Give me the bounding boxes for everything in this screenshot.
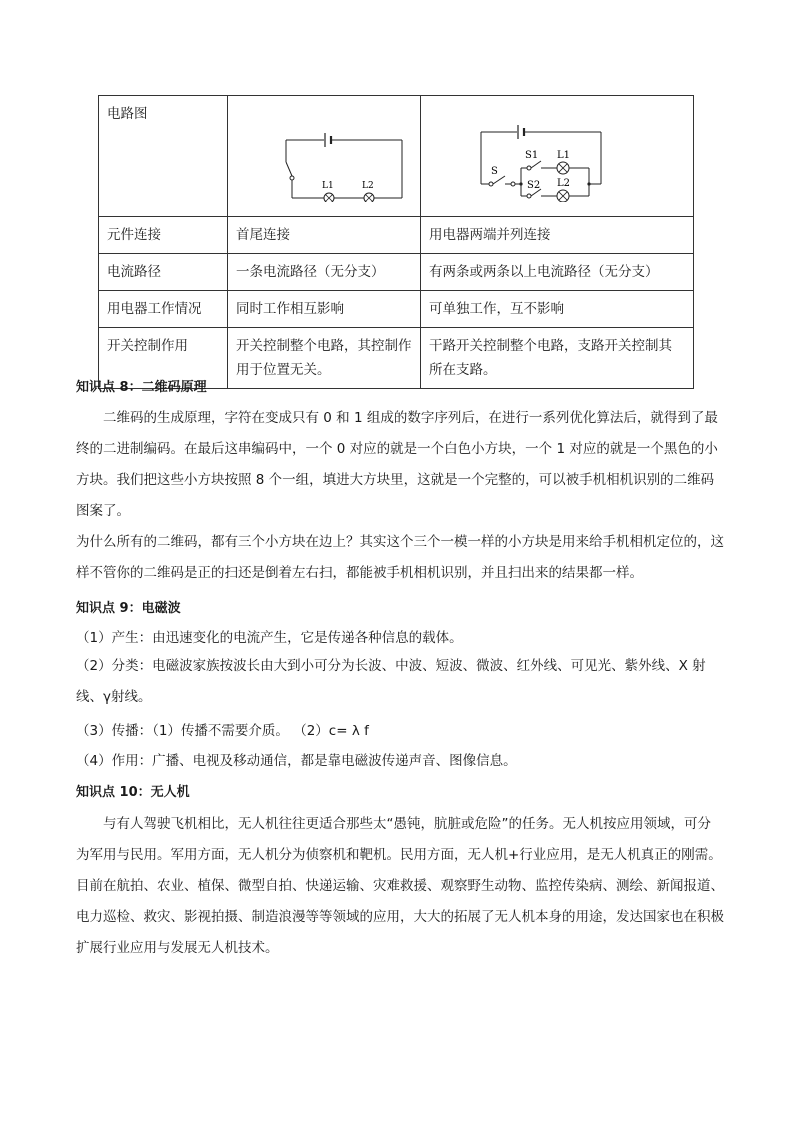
- parallel-circuit-cell: [421, 96, 694, 217]
- lamp-icon: [364, 193, 374, 202]
- row-label: 电路图: [99, 96, 228, 217]
- section-title-qrcode: 知识点 8：二维码原理: [76, 380, 207, 395]
- section-title-em-wave: 知识点 9：电磁波: [76, 601, 181, 616]
- series-cell: 首尾连接: [228, 217, 421, 254]
- switch-label-s: S: [491, 166, 498, 177]
- switch-label-s2: S2: [527, 180, 541, 191]
- series-cell: 开关控制整个电路，其控制作用于位置无关。: [228, 328, 421, 389]
- parallel-cell: 用电器两端并列连接: [421, 217, 694, 254]
- lamp-icon: [557, 162, 569, 174]
- table-row: [99, 217, 694, 254]
- row-label: 元件连接: [99, 217, 228, 254]
- row-label: 电流路径: [99, 254, 228, 291]
- em-wave-item-usage: （4）作用：广播、电视及移动通信，都是靠电磁波传递声音、图像信息。: [76, 753, 517, 769]
- table-row: [99, 291, 694, 328]
- lamp-label-l2: L2: [362, 181, 374, 191]
- em-wave-item-classification: （2）分类：电磁波家族按波长由大到小可分为长波、中波、短波、微波、红外线、可见光、紫外线、X 射线、γ射线。: [76, 658, 706, 705]
- table-row: [99, 254, 694, 291]
- paragraph-drone: 与有人驾驶飞机相比，无人机往往更适合那些太“愚钝，肮脏或危险”的任务。无人机按应用领域，可分为军用与民用。军用方面，无人机分为侦察机和靶机。民用方面，无人机+行业应用，是无人机真正的刚需。目前在航拍、农业、植保、微型自拍、快递运输、灾难救援、观察野生动物、监控传染病、测绘、新闻报道、电力巡检、救灾、影视拍摄、制造浪漫等等领域的应用，大大的拓展了无人机本身的用途，发达国家也在积极扩展行业应用与发展无人机技术。: [76, 816, 724, 956]
- series-circuit-diagram: [236, 102, 412, 202]
- lamp-label-l1: L1: [557, 150, 571, 161]
- em-wave-item-propagation: （3）传播：（1）传播不需要介质。 （2）c= λ f: [76, 723, 369, 739]
- paragraph-qrcode-principle: 二维码的生成原理，字符在变成只有 0 和 1 组成的数字序列后，在进行一系列优化算法后，就得到了最终的二进制编码。在最后这串编码中，一个 0 对应的就是一个白色小方块，一个 1 对应的就是一个黑色的小方块。我们把这些小方块按照 8 个一组，填进大方块里，这就是一个完整的，可以被手机相机识别的二维码图案了。: [76, 410, 718, 519]
- lamp-icon: [557, 190, 569, 202]
- lamp-label-l2: L2: [557, 178, 571, 189]
- parallel-cell: 可单独工作，互不影响: [421, 291, 694, 328]
- circuit-comparison-table: [98, 95, 694, 389]
- row-label: 用电器工作情况: [99, 291, 228, 328]
- parallel-cell: 干路开关控制整个电路，支路开关控制其所在支路。: [421, 328, 694, 389]
- row-label: 开关控制作用: [99, 328, 228, 389]
- section-title-drone: 知识点 10：无人机: [76, 785, 190, 800]
- parallel-cell: 有两条或两条以上电流路径（无分支）: [421, 254, 694, 291]
- parallel-circuit-diagram: [429, 102, 699, 202]
- paragraph-qrcode-positioning: 为什么所有的二维码，都有三个小方块在边上？其实这个三个一模一样的小方块是用来给手机相机定位的，这样不管你的二维码是正的扫还是倒着左右扫，都能被手机相机识别，并且扫出来的结果都一样。: [76, 534, 724, 581]
- series-circuit-cell: [228, 96, 421, 217]
- table-row: [99, 96, 694, 217]
- switch-label-s1: S1: [525, 150, 539, 161]
- lamp-label-l1: L1: [322, 181, 334, 191]
- series-cell: 同时工作相互影响: [228, 291, 421, 328]
- em-wave-item-origin: （1）产生：由迅速变化的电流产生，它是传递各种信息的载体。: [76, 630, 463, 646]
- lamp-icon: [324, 193, 334, 202]
- series-cell: 一条电流路径（无分支）: [228, 254, 421, 291]
